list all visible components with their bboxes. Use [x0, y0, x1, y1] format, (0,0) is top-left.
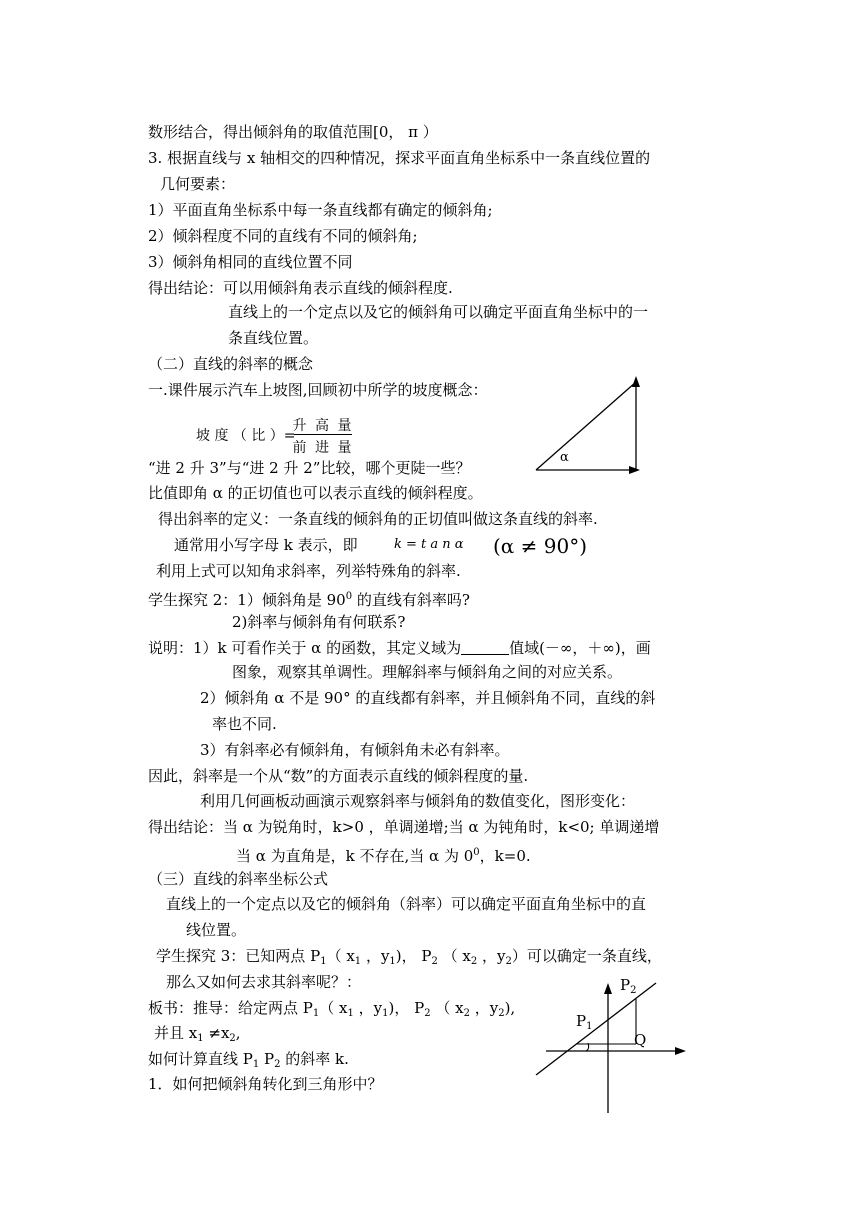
- point-q-label: Q: [634, 1031, 647, 1049]
- text-line: 2)斜率与倾斜角有何联系?: [232, 613, 406, 631]
- point-p1-label: $P_1$: [576, 1012, 593, 1032]
- text-line: 3. 根据直线与 x 轴相交的四种情况，探求平面直角坐标系中一条直线位置的: [148, 149, 651, 167]
- fraction-numerator: 升 高 量: [292, 418, 354, 434]
- text-line: 学生探究 2：1）倾斜角是 $90^0$ 的直线有斜率吗?: [148, 591, 470, 609]
- text-line: 条直线位置。: [228, 329, 319, 347]
- text-line: 比值即角 α 的正切值也可以表示直线的倾斜程度。: [148, 484, 483, 502]
- text-line: 利用上式可以知角求斜率，列举特殊角的斜率.: [156, 562, 461, 580]
- text-line: 一.课件展示汽车上坡图,回顾初中所学的坡度概念：: [148, 381, 488, 399]
- coordinate-figure: [530, 975, 690, 1117]
- text-line: 3）倾斜角相同的直线位置不同: [148, 253, 353, 271]
- text-line: 学生探究 3：已知两点 $P_1$（ $x_1$ ，$y_1$)， $P_2$ （ $x_2$ ，$y_2$）可以确定一条直线，: [156, 947, 662, 967]
- text-line: 如何计算直线 $P_1$ $P_2$ 的斜率 k.: [148, 1050, 349, 1070]
- text-line: 板书：推导：给定两点 $P_1$（ $x_1$ ，$y_1$)， $P_2$ （ $x_2$ ，$y_2$),: [148, 999, 516, 1019]
- text-line: 线位置。: [186, 921, 247, 939]
- text-line: 直线上的一个定点以及它的倾斜角可以确定平面直角坐标中的一: [228, 303, 649, 321]
- slope-label: 坡 度 （ 比 ）=: [196, 428, 296, 444]
- blank-field: [461, 640, 509, 655]
- text-line: 说明：1）k 可看作关于 α 的函数，其定义域为 值域(－∞，＋∞)，画: [148, 639, 651, 657]
- section-heading: （三）直线的斜率坐标公式: [148, 870, 329, 888]
- text-line: 利用几何画板动画演示观察斜率与倾斜角的数值变化，图形变化：: [200, 792, 636, 810]
- right-triangle-figure: [528, 372, 648, 480]
- text-line: 通常用小写字母 k 表示，即: [174, 536, 358, 554]
- text-line: 几何要素：: [160, 175, 236, 193]
- tan-formula: k = t a n α: [394, 537, 464, 552]
- text-line: 数形结合，得出倾斜角的取值范围[0， π ）: [148, 123, 438, 141]
- text-line: 2）倾斜角 α 不是 90° 的直线都有斜率，并且倾斜角不同，直线的斜: [200, 689, 656, 707]
- text-line: 3）有斜率必有倾斜角，有倾斜角未必有斜率。: [200, 741, 510, 759]
- text-line: 那么又如何去求其斜率呢？：: [166, 973, 362, 991]
- text-line: 2）倾斜程度不同的直线有不同的倾斜角;: [148, 227, 418, 245]
- alpha-condition: (α ≠ 90°): [493, 534, 588, 558]
- text-line: 1）平面直角坐标系中每一条直线都有确定的倾斜角;: [148, 201, 493, 219]
- text-line: 率也不同.: [212, 715, 277, 733]
- fraction-denominator: 前 进 量: [292, 440, 354, 456]
- text-line: “进 2 升 3”与“进 2 升 2”比较，哪个更陡一些？: [148, 459, 471, 477]
- text-line: 得出结论：当 α 为锐角时，k>0 ，单调递增;当 α 为钝角时，k<0; 单调递增: [148, 818, 660, 836]
- angle-label: α: [560, 450, 569, 465]
- text-line: 直线上的一个定点以及它的倾斜角（斜率）可以确定平面直角坐标中的直: [166, 895, 647, 913]
- text-line: 因此，斜率是一个从“数”的方面表示直线的倾斜程度的量.: [148, 767, 529, 785]
- fraction-bar: [294, 434, 352, 435]
- text-line: 图象，观察其单调性。理解斜率与倾斜角之间的对应关系。: [232, 663, 623, 681]
- text-line: 1．如何把倾斜角转化到三角形中？: [148, 1075, 383, 1093]
- point-p2-label: $P_2$: [620, 976, 637, 996]
- text-line: 得出结论：可以用倾斜角表示直线的倾斜程度.: [148, 279, 453, 297]
- text-line: 当 α 为直角是，k 不存在,当 α 为 $0^0$，k=0.: [236, 847, 531, 865]
- text-line: 得出斜率的定义：一条直线的倾斜角的正切值叫做这条直线的斜率.: [158, 510, 598, 528]
- text-line: 并且 $x_1 \ne x_2$,: [154, 1024, 241, 1044]
- section-heading: （二）直线的斜率的概念: [148, 355, 314, 373]
